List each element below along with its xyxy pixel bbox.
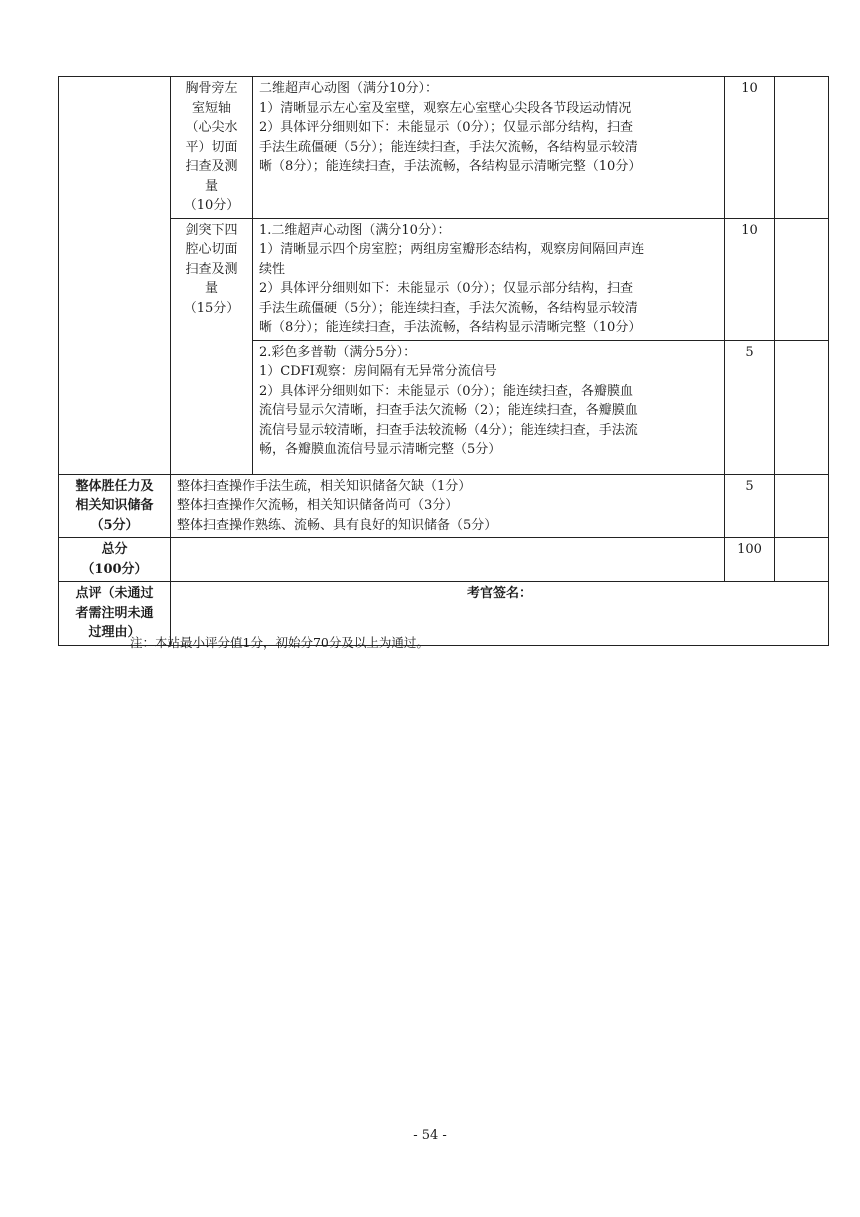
total-label-cell: 总分 （100分） <box>59 538 171 582</box>
overall-criteria-cell: 整体扫查操作手法生疏，相关知识储备欠缺（1分） 整体扫查操作欠流畅，相关知识储备尚可（3分） 整体扫查操作熟练、流畅、具有良好的知识储备（5分） <box>171 474 725 538</box>
actual-score-cell <box>775 77 829 219</box>
item-cell: 剑突下四 腔心切面 扫查及测 量 （15分） <box>171 218 253 474</box>
examiner-signature[interactable]: 考官签名： <box>171 582 829 646</box>
table-row <box>59 218 829 340</box>
score-cell: 5 <box>725 340 775 474</box>
footnote: 注：本站最小评分值1分，初始分70分及以上为通过。 <box>130 635 429 650</box>
page-number: - 54 - <box>413 1128 447 1143</box>
comment-label-cell: 点评（未通过 者需注明未通 过理由） <box>59 582 171 646</box>
total-blank-cell <box>171 538 725 582</box>
criteria-cell: 2.彩色多普勒（满分5分）： 1）CDFI观察：房间隔有无异常分流信号 2）具体评分细则如下：未能显示（0分）；能连续扫查，各瓣膜血 流信号显示欠清晰，扫查手法欠流畅（2）；能连续扫查，各瓣膜血 流信号显示较清晰，扫查手法较流畅（4分）；能连续扫查，手法流 畅，各瓣膜血流信号显示清晰完整（5分） <box>253 340 725 474</box>
criteria-cell: 1.二维超声心动图（满分10分）： 1）清晰显示四个房室腔；两组房室瓣形态结构，观察房间隔回声连 续性 2）具体评分细则如下：未能显示（0分）；仅显示部分结构，扫查 手法生疏僵硬（5分）；能连续扫查，手法欠流畅，各结构显示较清 晰（8分）；能连续扫查，手法流畅，各结构显示清晰完整（10分） <box>253 218 725 340</box>
table-row <box>59 474 829 538</box>
category-cell <box>59 77 171 475</box>
score-cell: 5 <box>725 474 775 538</box>
actual-total-cell <box>775 538 829 582</box>
actual-score-cell <box>775 474 829 538</box>
actual-score-cell <box>775 218 829 340</box>
score-cell: 10 <box>725 218 775 340</box>
item-cell: 胸骨旁左 室短轴 （心尖水 平）切面 扫查及测 量 （10分） <box>171 77 253 219</box>
actual-score-cell <box>775 340 829 474</box>
table-row <box>59 538 829 582</box>
criteria-cell: 二维超声心动图（满分10分）： 1）清晰显示左心室及室壁，观察左心室壁心尖段各节段运动情况 2）具体评分细则如下：未能显示（0分）；仅显示部分结构，扫查 手法生疏僵硬（5分）；能连续扫查，手法欠流畅，各结构显示较清 晰（8分）；能连续扫查，手法流畅，各结构显示清晰完整（10分） <box>253 77 725 219</box>
table-row <box>59 77 829 219</box>
scoring-table <box>58 76 829 646</box>
overall-label-cell: 整体胜任力及 相关知识储备 （5分） <box>59 474 171 538</box>
total-score-cell: 100 <box>725 538 775 582</box>
score-cell: 10 <box>725 77 775 219</box>
